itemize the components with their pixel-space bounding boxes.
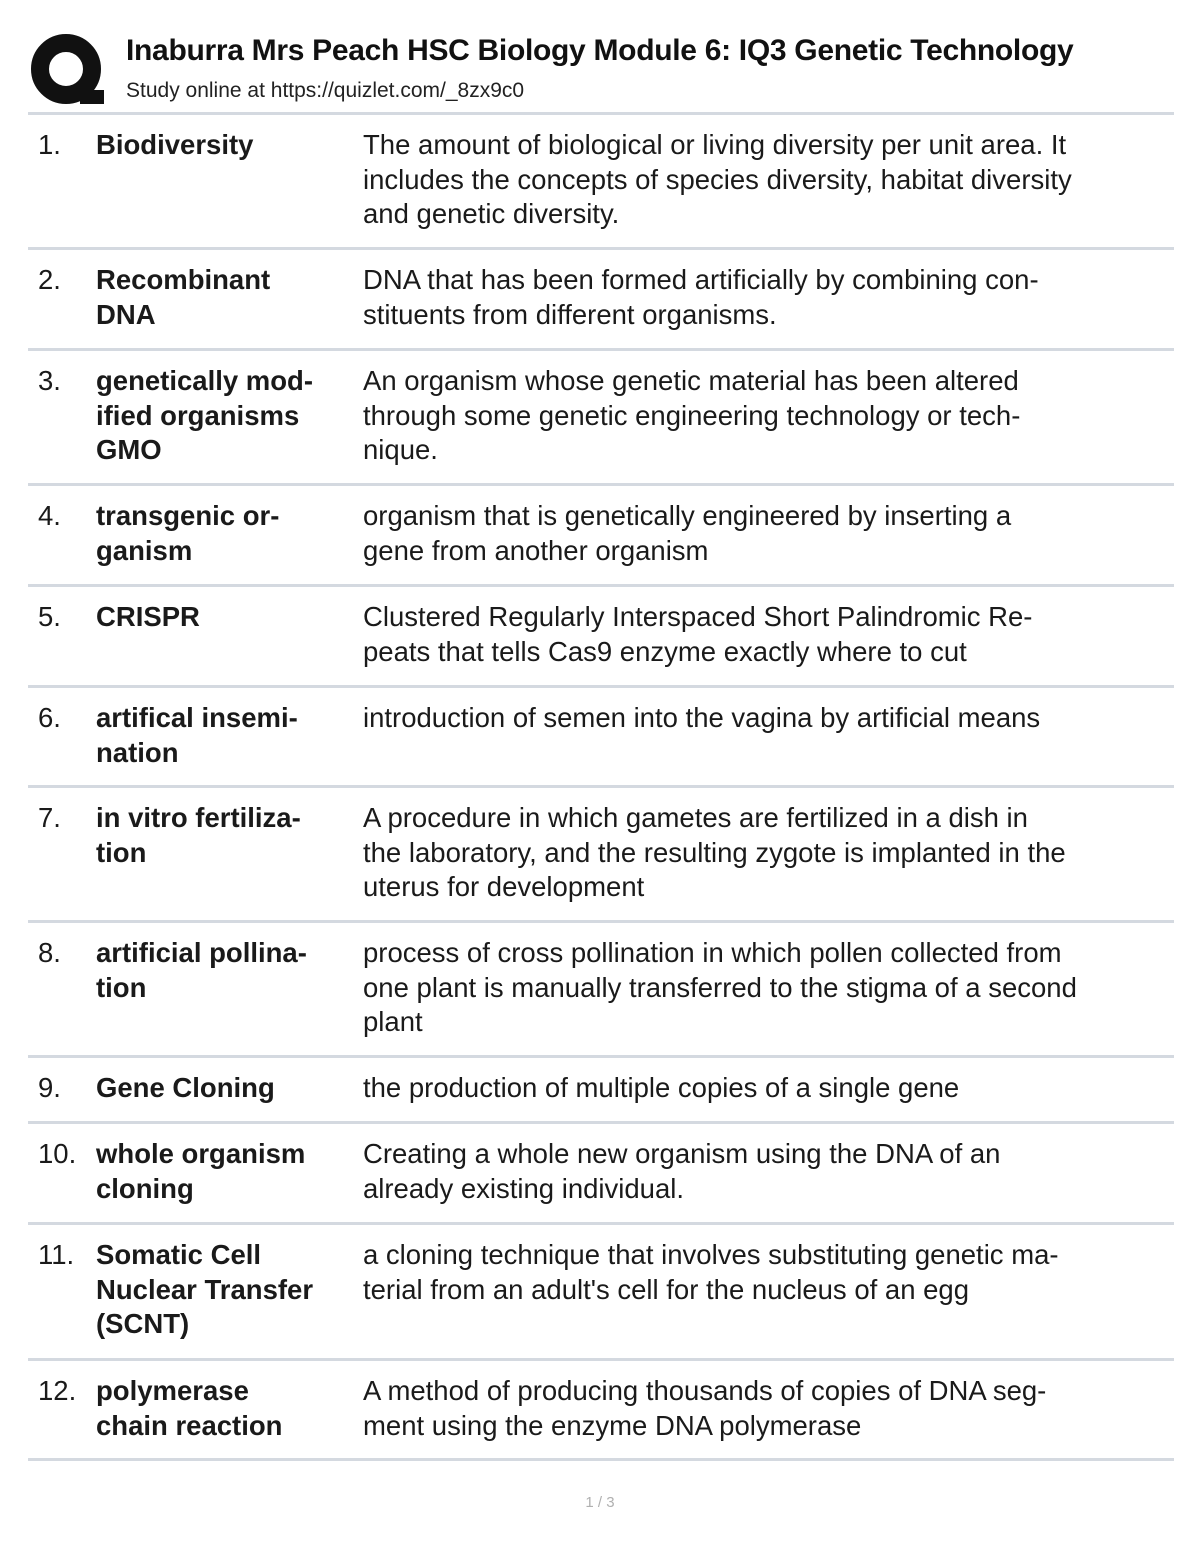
- term-number: 5.: [38, 601, 61, 632]
- term-number: 10.: [38, 1138, 77, 1169]
- term-name: artificial pollina- tion: [96, 937, 307, 1003]
- term-name: Biodiversity: [96, 129, 254, 160]
- term-definition: DNA that has been formed artificially by combining con- stituents from different organisms.: [363, 264, 1039, 330]
- quizlet-logo-icon: [28, 32, 108, 112]
- term-number: 12.: [38, 1375, 77, 1406]
- term-number: 1.: [38, 129, 61, 160]
- term-row: [28, 1124, 1174, 1225]
- term-number: 8.: [38, 937, 61, 968]
- term-number: 2.: [38, 264, 61, 295]
- term-name: CRISPR: [96, 601, 200, 632]
- term-name: Recombinant DNA: [96, 264, 271, 330]
- term-row: [28, 115, 1174, 250]
- term-row: [28, 1225, 1174, 1361]
- study-online-link[interactable]: Study online at https://quizlet.com/_8zx9c0: [126, 79, 525, 102]
- page-number: 1 / 3: [585, 1494, 615, 1511]
- term-definition: Creating a whole new organism using the DNA of an already existing individual.: [363, 1138, 1001, 1204]
- term-row: [28, 250, 1174, 351]
- document-title: Inaburra Mrs Peach HSC Biology Module 6: IQ3 Genetic Technology: [126, 34, 1074, 67]
- term-definition: organism that is genetically engineered by inserting a gene from another organism: [363, 500, 1012, 566]
- term-number: 4.: [38, 500, 61, 531]
- term-name: genetically mod- ified organisms GMO: [96, 365, 313, 465]
- term-row: [28, 351, 1174, 486]
- term-definition: A method of producing thousands of copies of DNA seg- ment using the enzyme DNA polymerase: [363, 1375, 1047, 1441]
- term-definition: An organism whose genetic material has been altered through some genetic engineering technology or tech- nique.: [363, 365, 1021, 465]
- term-number: 3.: [38, 365, 61, 396]
- term-row: [28, 486, 1174, 587]
- term-name: transgenic or- ganism: [96, 500, 280, 566]
- term-number: 7.: [38, 802, 61, 833]
- term-number: 6.: [38, 702, 61, 733]
- term-number: 11.: [38, 1239, 75, 1270]
- term-definition: the production of multiple copies of a single gene: [363, 1072, 960, 1103]
- terms-table: [28, 112, 1174, 1461]
- term-name: Somatic Cell Nuclear Transfer (SCNT): [96, 1239, 314, 1339]
- term-row: [28, 587, 1174, 688]
- term-row: [28, 788, 1174, 923]
- term-definition: a cloning technique that involves substituting genetic ma- terial from an adult's cell for the nucleus of an egg: [363, 1239, 1059, 1305]
- term-name: in vitro fertiliza- tion: [96, 802, 301, 868]
- term-name: Gene Cloning: [96, 1072, 275, 1103]
- term-definition: introduction of semen into the vagina by artificial means: [363, 702, 1041, 733]
- term-row: [28, 688, 1174, 788]
- term-name: polymerase chain reaction: [96, 1375, 283, 1441]
- term-number: 9.: [38, 1072, 61, 1103]
- term-row: [28, 1361, 1174, 1461]
- term-definition: Clustered Regularly Interspaced Short Palindromic Re- peats that tells Cas9 enzyme exactly where to cut: [363, 601, 1033, 667]
- term-row: [28, 1058, 1174, 1124]
- term-name: whole organism cloning: [96, 1138, 306, 1204]
- term-row: [28, 923, 1174, 1058]
- term-definition: process of cross pollination in which pollen collected from one plant is manually transferred to the stigma of a second plant: [363, 937, 1077, 1037]
- document-header: [28, 30, 1174, 110]
- term-name: artifical insemi- nation: [96, 702, 298, 768]
- term-definition: The amount of biological or living diversity per unit area. It includes the concepts of species diversity, habitat diversity and genetic diversity.: [363, 129, 1072, 229]
- term-definition: A procedure in which gametes are fertilized in a dish in the laboratory, and the resulting zygote is implanted in the uterus for development: [363, 802, 1066, 902]
